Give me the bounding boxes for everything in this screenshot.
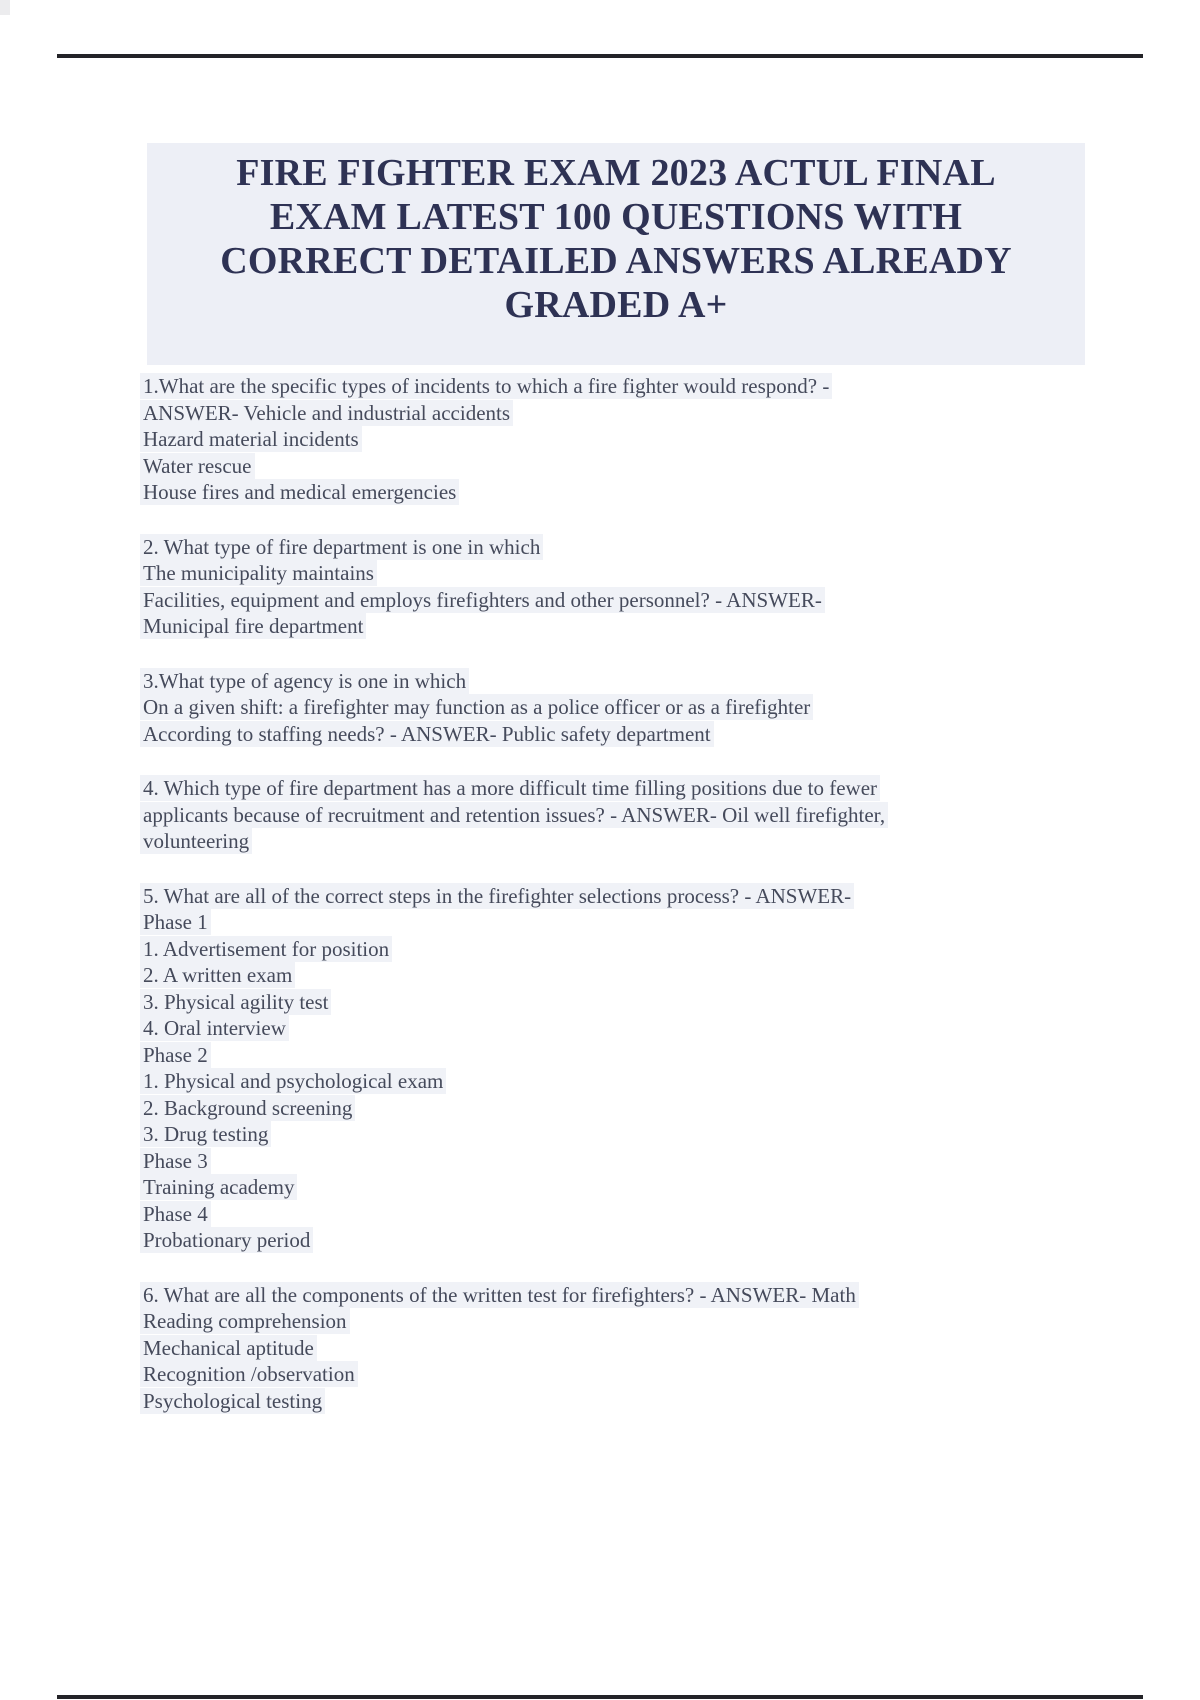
question-5-text: 5. What are all of the correct steps in the firefighter selections process? - ANSWER- Phase 1 1. Advertisement for position 2. A written exam 3. Physical agility test 4. Oral interview Phase 2 1. Physical and psychological exam 2. Background screening 3. Drug testing Phase 3 Training academy Phase 4 Probationary period — [140, 883, 854, 1254]
question-6 — [140, 1282, 1070, 1415]
question-3 — [140, 668, 1070, 748]
question-4 — [140, 775, 1070, 855]
document-body — [140, 373, 1070, 1442]
question-1 — [140, 373, 1070, 506]
question-5 — [140, 883, 1070, 1254]
page-bottom-rule — [57, 1695, 1143, 1699]
question-4-text: 4. Which type of fire department has a more difficult time filling positions due to fewer applicants because of recruitment and retention issues? - ANSWER- Oil well firefighter, volunteering — [140, 775, 888, 854]
question-1-text: 1.What are the specific types of incidents to which a fire fighter would respond? - ANSWER- Vehicle and industrial accidents Hazard material incidents Water rescue House fires and medical emergencies — [140, 373, 832, 505]
question-2 — [140, 534, 1070, 640]
document-title: FIRE FIGHTER EXAM 2023 ACTUL FINAL EXAM LATEST 100 QUESTIONS WITH CORRECT DETAILED ANSWERS ALREADY GRADED A+ — [220, 152, 1012, 326]
question-6-text: 6. What are all the components of the written test for firefighters? - ANSWER- Math Reading comprehension Mechanical aptitude Recognition /observation Psychological testing — [140, 1282, 859, 1414]
scan-corner-artifact — [0, 0, 10, 15]
document-title-block — [147, 143, 1085, 365]
question-2-text: 2. What type of fire department is one in which The municipality maintains Facilities, equipment and employs firefighters and other personnel? - ANSWER- Municipal fire department — [140, 534, 825, 640]
question-3-text: 3.What type of agency is one in which On a given shift: a firefighter may function as a police officer or as a firefighter According to staffing needs? - ANSWER- Public safety department — [140, 668, 813, 747]
page-top-rule — [57, 54, 1143, 58]
